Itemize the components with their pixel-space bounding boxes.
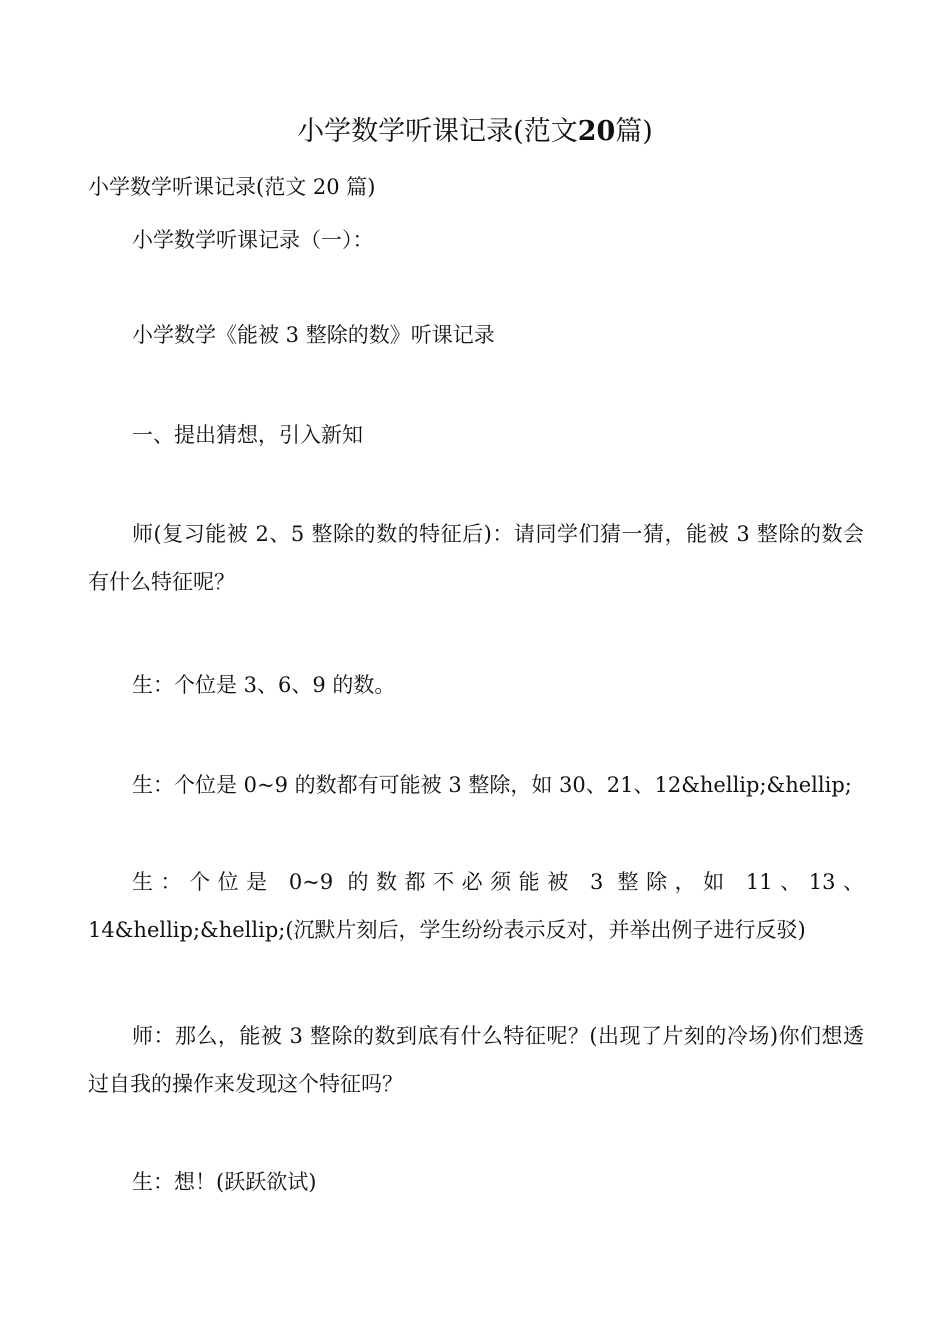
- paragraph-student-answer-2: 生：个位是 0~9 的数都有可能被 3 整除，如 30、21、12&hellip;&hellip;: [132, 773, 852, 797]
- document-subtitle: 小学数学听课记录(范文 20 篇): [88, 175, 376, 199]
- part-heading: 一、提出猜想，引入新知: [132, 423, 363, 447]
- paragraph-student-answer-1: 生：个位是 3、6、9 的数。: [132, 673, 396, 697]
- paragraph-student-answer-3: 生：个位是 0~9 的数都不必须能被 3 整除，如 11、13、14&hellip;&hellip;(沉默片刻后，学生纷纷表示反对，并举出例子进行反驳): [88, 870, 864, 942]
- title-suffix: 篇): [615, 116, 653, 147]
- paragraph-teacher-question: 师(复习能被 2、5 整除的数的特征后)：请同学们猜一猜，能被 3 整除的数会有什么特征呢？: [88, 522, 864, 594]
- title-prefix: 小学数学听课记录(范文: [297, 116, 578, 147]
- lesson-title: 小学数学《能被 3 整除的数》听课记录: [132, 323, 495, 347]
- document-title: [0, 112, 950, 152]
- title-number: 20: [577, 116, 616, 147]
- paragraph-teacher-followup: 师：那么，能被 3 整除的数到底有什么特征呢？(出现了片刻的冷场)你们想透过自我的操作来发现这个特征吗？: [88, 1024, 864, 1096]
- section-heading: 小学数学听课记录（一）：: [132, 228, 374, 252]
- paragraph-student-reply: 生：想！(跃跃欲试): [132, 1170, 317, 1194]
